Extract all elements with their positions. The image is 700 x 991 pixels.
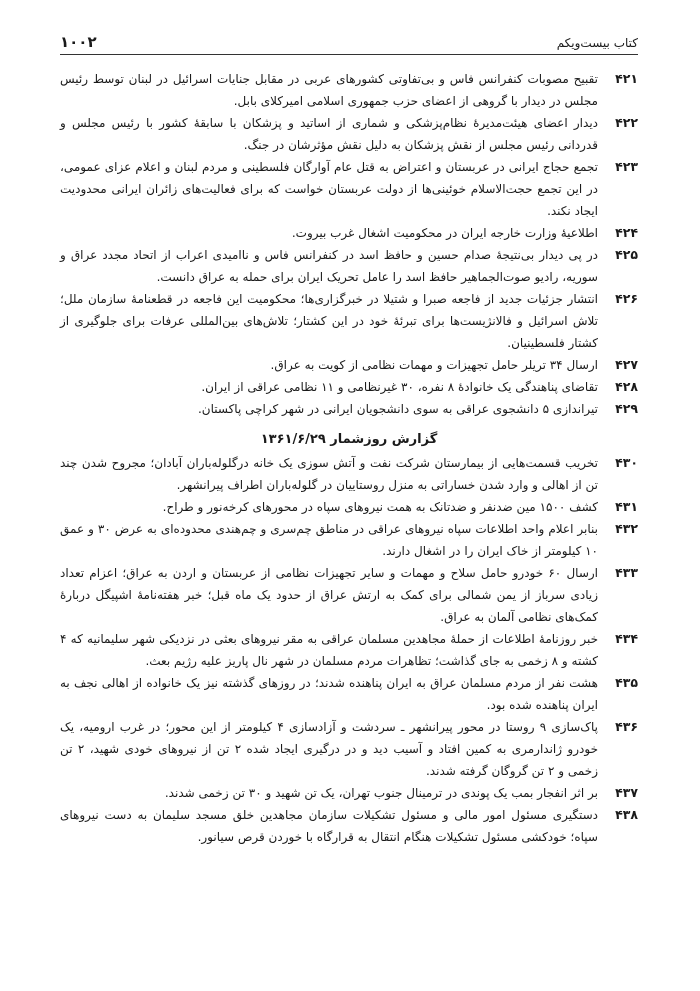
entry-text: انتشار جزئیات جدید از فاجعه صبرا و شتیلا در خبرگزاری‌ها؛ محکومیت این فاجعه در قطعنامهٔ سازمان ملل؛ تلاش اسرائیل و فالانژیست‌ها برای تبرئهٔ خود در این کشتار؛ تلاش‌های بین‌المللی عرفات برای جلوگیری از کشتار فلسطینیان. <box>60 292 598 350</box>
entry-item <box>60 452 638 496</box>
entry-item <box>60 288 638 354</box>
entry-item <box>60 156 638 222</box>
entry-number: ۴۲۶ <box>615 291 638 306</box>
entry-number: ۴۳۳ <box>615 565 638 580</box>
entry-number: ۴۳۶ <box>615 719 638 734</box>
book-title: کتاب بیست‌ویکم <box>556 36 638 50</box>
entry-text: تخریب قسمت‌هایی از بیمارستان شرکت نفت و آتش سوزی یک خانه درگلوله‌باران آبادان؛ مجروح شدن چند تن از اهالی و وارد شدن خساراتی به منزل روستاییان در گلوله‌باران اطراف پیرانشهر. <box>60 456 598 492</box>
entry-text: پاک‌سازی ۹ روستا در محور پیرانشهر ـ سردشت و آزادسازی ۴ کیلومتر از این محور؛ در غرب ارومیه، یک خودرو ژاندارمری به کمین افتاد و آسیب دید و در درگیری ایجاد شده ۲ تن از نیروهای خودی شهید، ۲ تن زخمی و ۲ تن گروگان گرفته شدند. <box>60 720 598 778</box>
entry-item <box>60 562 638 628</box>
entry-text: تقاضای پناهندگی یک خانوادهٔ ۸ نفره، ۳۰ غیرنظامی و ۱۱ نظامی عراقی از ایران. <box>201 380 598 394</box>
entry-text: بنابر اعلام واحد اطلاعات سپاه نیروهای عراقی در مناطق چم‌سری و چم‌هندی محدوده‌ای به عرض ۳۰ و عمق ۱۰ کیلومتر از خاک ایران را در اشغال دارند. <box>60 522 598 558</box>
entry-text: بر اثر انفجار بمب یک پوندی در ترمینال جنوب تهران، یک تن شهید و ۳۰ تن زخمی شدند. <box>164 786 598 800</box>
entry-number: ۴۲۴ <box>615 225 638 240</box>
entry-item <box>60 672 638 716</box>
entry-number: ۴۳۴ <box>615 631 638 646</box>
section-heading-title: گزارش روزشمار ۱۳۶۱/۶/۲۹ <box>260 432 438 447</box>
entry-text: هشت نفر از مردم مسلمان عراق به ایران پناهنده شدند؛ در روزهای گذشته نیز یک خانواده از اهالی نجف به ایران پناهنده شده بود. <box>60 676 598 712</box>
entry-number: ۴۲۳ <box>615 159 638 174</box>
entry-text: خبر روزنامهٔ اطلاعات از حملهٔ مجاهدین مسلمان عراقی به مقر نیروهای بعثی در نزدیکی شهر سلیمانیه که ۴ کشته و ۸ زخمی به جای گذاشت؛ تظاهرات مردم مسلمان در شهر نال پاریز علیه رژیم بعث. <box>60 632 598 668</box>
entry-item <box>60 496 638 518</box>
entry-text: ارسال ۳۴ تریلر حامل تجهیزات و مهمات نظامی از کویت به عراق. <box>270 358 598 372</box>
section-heading <box>60 430 638 449</box>
entry-text: در پی دیدار بی‌نتیجهٔ صدام حسین و حافظ اسد در کنفرانس فاس و ناامیدی اعراب از اتحاد مجدد عراق و سوریه، رادیو صوت‌الجماهیر حافظ اسد را عامل تحریک ایران برای حمله به عراق دانست. <box>60 248 598 284</box>
entry-text: تجمع حجاج ایرانی در عربستان و اعتراض به قتل عام آوارگان فلسطینی و مردم لبنان و اعلام عزای عمومی، در این تجمع حجت‌الاسلام خوئینی‌ها از دولت عربستان خواست که برای فعالیت‌های زائران ایرانی محدودیت ایجاد نکند. <box>60 160 598 218</box>
entry-text: دیدار اعضای هیئت‌مدیرهٔ نظام‌پزشکی و شماری از اساتید و پزشکان با سابقهٔ کشور با رئیس مجلس و قدردانی رئیس مجلس از نقش پزشکان به دلیل نقش مؤثرشان در جنگ. <box>60 116 598 152</box>
entry-text: کشف ۱۵۰۰ مین ضدنفر و ضدتانک به همت نیروهای سپاه در محورهای کرخه‌نور و طراح. <box>162 500 598 514</box>
entry-item <box>60 244 638 288</box>
entry-number: ۴۲۱ <box>615 71 638 86</box>
entry-item <box>60 112 638 156</box>
entry-item <box>60 354 638 376</box>
entry-number: ۴۲۹ <box>615 401 638 416</box>
entry-number: ۴۲۷ <box>615 357 638 372</box>
entry-number: ۴۳۰ <box>615 455 638 470</box>
entry-text: دستگیری مسئول امور مالی و مسئول تشکیلات سازمان مجاهدین خلق مسجد سلیمان به دست نیروهای سپاه؛ خودکشی مسئول تشکیلات هنگام انتقال به قرارگاه با خوردن قرص سیانور. <box>60 808 598 844</box>
entry-list-top <box>60 68 638 420</box>
entry-list-bottom <box>60 452 638 848</box>
entry-number: ۴۲۵ <box>615 247 638 262</box>
entry-item <box>60 68 638 112</box>
entry-text: اطلاعیهٔ وزارت خارجه ایران در محکومیت اشغال غرب بیروت. <box>291 226 598 240</box>
entry-number: ۴۳۸ <box>615 807 638 822</box>
page-header <box>60 30 638 55</box>
entry-item <box>60 222 638 244</box>
entry-text: ارسال ۶۰ خودرو حامل سلاح و مهمات و سایر تجهیزات نظامی از عربستان و اردن به عراق؛ اعزام تعداد زیادی سرباز از یمن شمالی برای کمک به ارتش عراق از حدود یک ماه قبل؛ خبر هفته‌نامهٔ اشپیگل دربارهٔ کمک‌های نظامی آلمان به عراق. <box>60 566 598 624</box>
entry-item <box>60 804 638 848</box>
page-content <box>60 68 638 848</box>
entry-item <box>60 628 638 672</box>
page-number: ۱۰۰۲ <box>60 33 97 51</box>
entry-number: ۴۲۸ <box>615 379 638 394</box>
entry-number: ۴۳۷ <box>615 785 638 800</box>
entry-item <box>60 716 638 782</box>
entry-number: ۴۳۲ <box>615 521 638 536</box>
entry-text: تیراندازی ۵ دانشجوی عراقی به سوی دانشجویان ایرانی در شهر کراچی پاکستان. <box>197 402 598 416</box>
entry-item <box>60 376 638 398</box>
entry-item <box>60 782 638 804</box>
entry-item <box>60 518 638 562</box>
entry-number: ۴۲۲ <box>615 115 638 130</box>
entry-item <box>60 398 638 420</box>
entry-text: تقبیح مصوبات کنفرانس فاس و بی‌تفاوتی کشورهای عربی در مقابل جنایات اسرائیل در لبنان توسط رئیس مجلس در دیدار با گروهی از اعضای حزب جمهوری اسلامی امیرکلای بابل. <box>60 72 598 108</box>
entry-number: ۴۳۵ <box>615 675 638 690</box>
entry-number: ۴۳۱ <box>615 499 638 514</box>
